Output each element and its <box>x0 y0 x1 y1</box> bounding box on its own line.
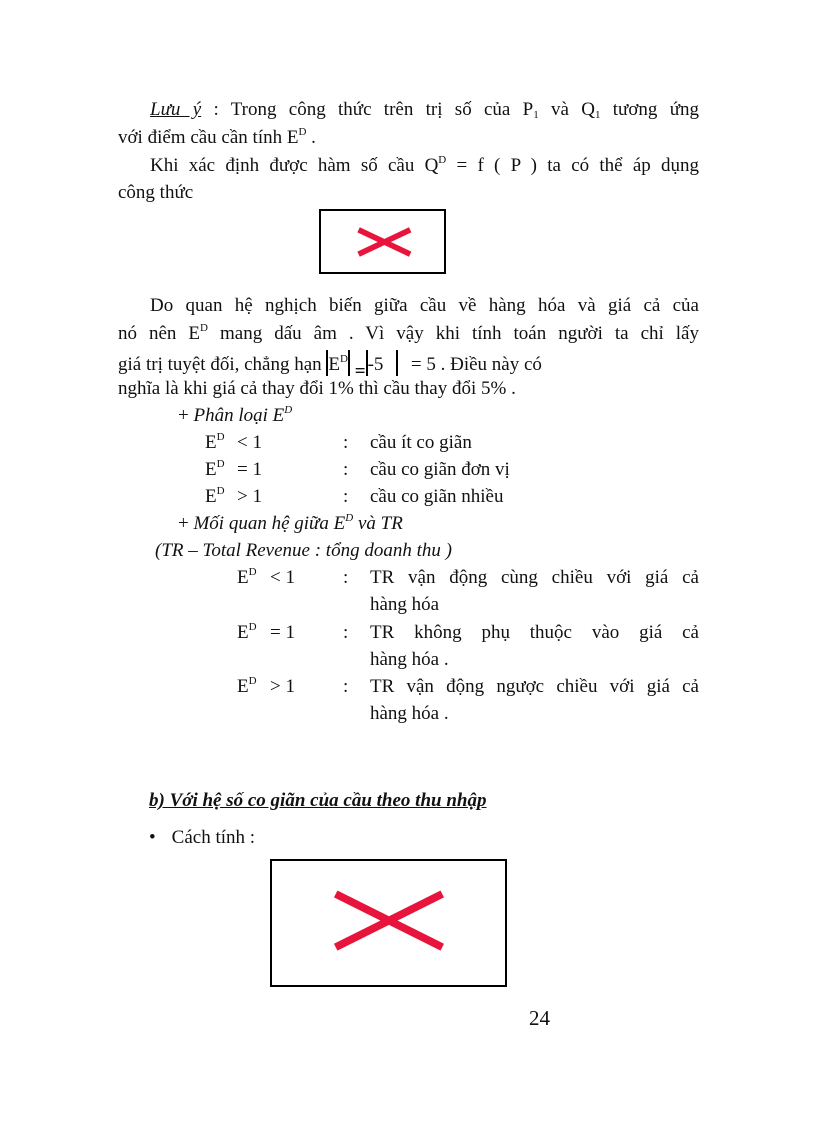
classification-heading: + Phân loại $E^D$ <box>178 404 293 426</box>
relation-subheading: (TR – Total Revenue : tổng doanh thu ) <box>155 540 452 561</box>
inverse-line-2: nó nên $E^D$ mang dấu âm . Vì vậy khi tính toán người ta chỉ lấy <box>118 322 699 344</box>
page-number: 24 <box>529 1006 550 1030</box>
note-line-1: Lưu ý : Trong công thức trên trị số của $P_1$ và $Q_1$ tương ứng <box>150 99 699 121</box>
formula-image-2 <box>270 859 507 987</box>
formula-image-1 <box>319 209 446 274</box>
missing-image-icon <box>321 211 444 272</box>
abs-bar-right-2 <box>396 350 398 376</box>
missing-image-icon <box>272 861 505 985</box>
inverse-line-3: giá trị tuyệt đối, chẳng hạn $E^D = -5 = 5$ . Điều này có <box>118 350 542 384</box>
section-b-heading: b) Với hệ số co giãn của cầu theo thu nhập <box>149 790 487 811</box>
note-label: Lưu ý <box>150 99 202 120</box>
relation-heading: + Mối quan hệ giữa $E^D$ và TR <box>178 512 403 534</box>
bullet-icon: • <box>149 827 156 848</box>
function-line-1: Khi xác định được hàm số cầu $Q^D = f$ ( P ) ta có thể áp dụng <box>150 154 699 176</box>
function-line-2: công thức <box>118 182 194 203</box>
inverse-line-1: Do quan hệ nghịch biến giữa cầu về hàng hóa và giá cả của <box>150 295 699 316</box>
abs-bar-right <box>348 350 350 376</box>
bullet-item: • Cách tính : <box>149 827 256 848</box>
inverse-line-4: nghĩa là khi giá cả thay đổi 1% thì cầu thay đổi 5% . <box>118 378 516 399</box>
note-line-2: với điểm cầu cần tính $E^D$ . <box>118 126 316 148</box>
